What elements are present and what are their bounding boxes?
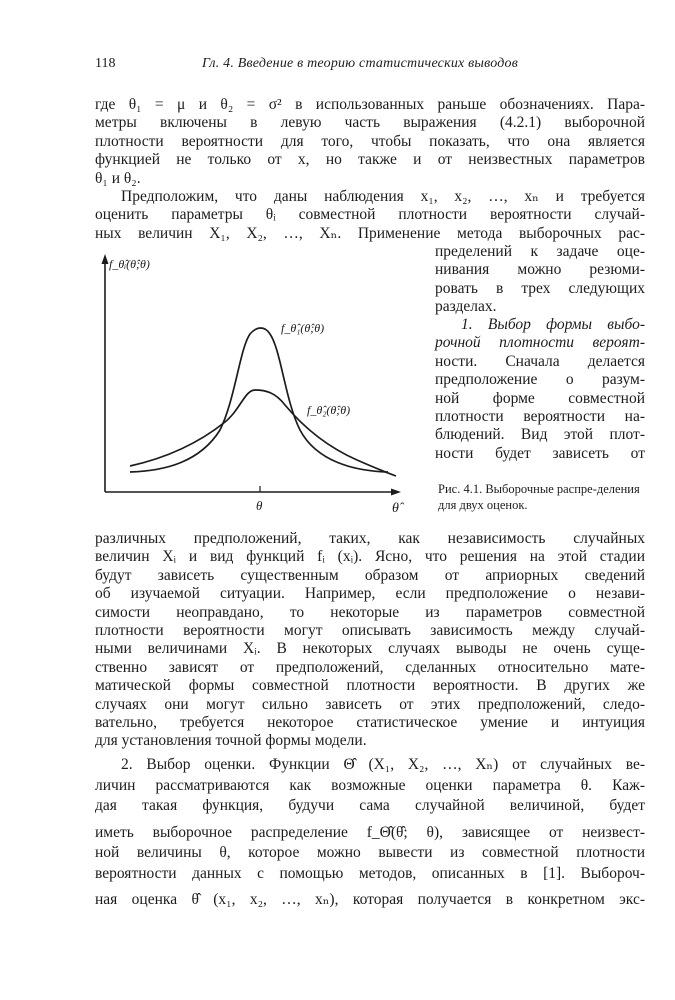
paragraph-2 [95, 188, 645, 243]
text-line: блюдений. Вид этой плот- [435, 426, 645, 444]
text-line: метры включены в левую часть выражения (4.2.1) выборочной [95, 114, 645, 132]
figure-4-1 [95, 250, 425, 520]
page-number: 118 [95, 56, 116, 71]
curve-2-label: f_θ̂₂(θ̂;θ) [307, 403, 351, 417]
text-line: ной величины θ, которое можно вывести из совместной плотности [95, 844, 645, 861]
text-line: оценить параметры θᵢ совместной плотности вероятности случай- [95, 206, 645, 224]
text-line: вероятности данных с помощью методов, описанных в [1]. Выбороч- [95, 864, 645, 882]
text-line: нивания можно резюми- [435, 261, 645, 279]
text-line: матической формы совместной плотности вероятности. В других же [95, 677, 645, 695]
text-line: ных величин X₁, X₂, …, Xₙ. Применение метода выборочных рас- [95, 224, 645, 242]
text-line: случаях они могут сильно зависеть от этих предположений, следо- [95, 695, 645, 713]
section-1-heading-line: рочной плотности вероят- [435, 334, 645, 352]
text-line: личин рассматриваются как возможные оценки параметра θ. Каж- [95, 776, 645, 794]
section-1-heading-line: 1. Выбор формы выбо- [461, 316, 645, 333]
x-axis-arrow [391, 489, 401, 496]
paragraph-2-side [435, 243, 645, 317]
text-line: симости неоправдано, то некоторые из параметров совместной [95, 603, 645, 621]
section-2-first-line: 2. Выбор оценки. Функции Θ̂ (X₁, X₂, …, Xₙ) от случайных ве- [121, 756, 645, 773]
text-line: вательно, требуется некоторое статистическое умение и интуиция [95, 714, 645, 732]
section-1-body [95, 530, 645, 751]
text-line: иметь выборочное распределение f_Θ̂(θ̂; θ), зависящее от неизвест- [95, 823, 645, 841]
text-line: для установления точной формы модели. [95, 732, 367, 750]
text-line: Предположим, что даны наблюдения x₁, x₂, …, xₙ и требуется [121, 188, 645, 205]
text-line: плотности вероятности для того, чтобы показать, что она является [95, 132, 645, 150]
curve-1-label: f_θ̂₁(θ̂;θ) [281, 321, 325, 335]
text-line: пределений к задаче оце- [435, 243, 645, 260]
text-line: плотности вероятности могут описывать зависимость между случай- [95, 622, 645, 640]
text-line: об изучаемой ситуации. Например, если предположение о незави- [95, 585, 645, 603]
text-line: функцией не только от x, но также и от неизвестных параметров [95, 151, 645, 169]
x-axis-label: θ̂ [392, 501, 399, 516]
text-line: ности будет зависеть от [435, 444, 645, 462]
page-header [95, 56, 645, 78]
text-line: ной форме совместной [435, 389, 645, 407]
text-line: предположение о разум- [435, 371, 645, 389]
text-line: разделах. [435, 298, 497, 316]
text-line: ная оценка θ̂ (x₁, x₂, …, xₙ), которая получается в конкретном экс- [95, 891, 645, 908]
text-line: ности. Сначала делается [435, 352, 645, 370]
text-line: различных предположений, таких, как независимость случайных [95, 530, 645, 547]
text-line: где θ₁ = μ и θ₂ = σ² в использованных раньше обозначениях. Пара- [95, 96, 645, 113]
running-head: Гл. 4. Введение в теорию статистических выводов [202, 56, 518, 71]
curve-1-narrow [130, 328, 388, 472]
text-line: ровать в трех следующих [435, 279, 645, 297]
text-line: ными величинами Xᵢ. В некоторых случаях выводы не очень суще- [95, 640, 645, 658]
text-line: будут зависеть существенным образом от априорных сведений [95, 566, 645, 584]
text-line: плотности вероятности на- [435, 408, 645, 426]
text-line: величин Xᵢ и вид функций fᵢ (xᵢ). Ясно, что решения на этой стадии [95, 548, 645, 566]
text-line: θ₁ и θ₂. [95, 169, 141, 187]
curve-2-wide [130, 390, 396, 476]
text-line: дая такая функция, будучи сама случайной величиной, будет [95, 797, 645, 814]
paragraph-1 [95, 96, 645, 188]
section-2-body [95, 755, 645, 911]
text-line: ственно зависят от предположений, сделанных относительно мате- [95, 658, 645, 676]
figure-caption: Рис. 4.1. Выборочные распре-деления для двух оценок. [438, 482, 640, 512]
y-axis-arrow [102, 254, 109, 264]
section-1-side [435, 316, 645, 463]
x-tick-label: θ [256, 498, 263, 513]
y-axis-label: f_θ̂ᵢ(θ̂;θ) [109, 257, 150, 271]
